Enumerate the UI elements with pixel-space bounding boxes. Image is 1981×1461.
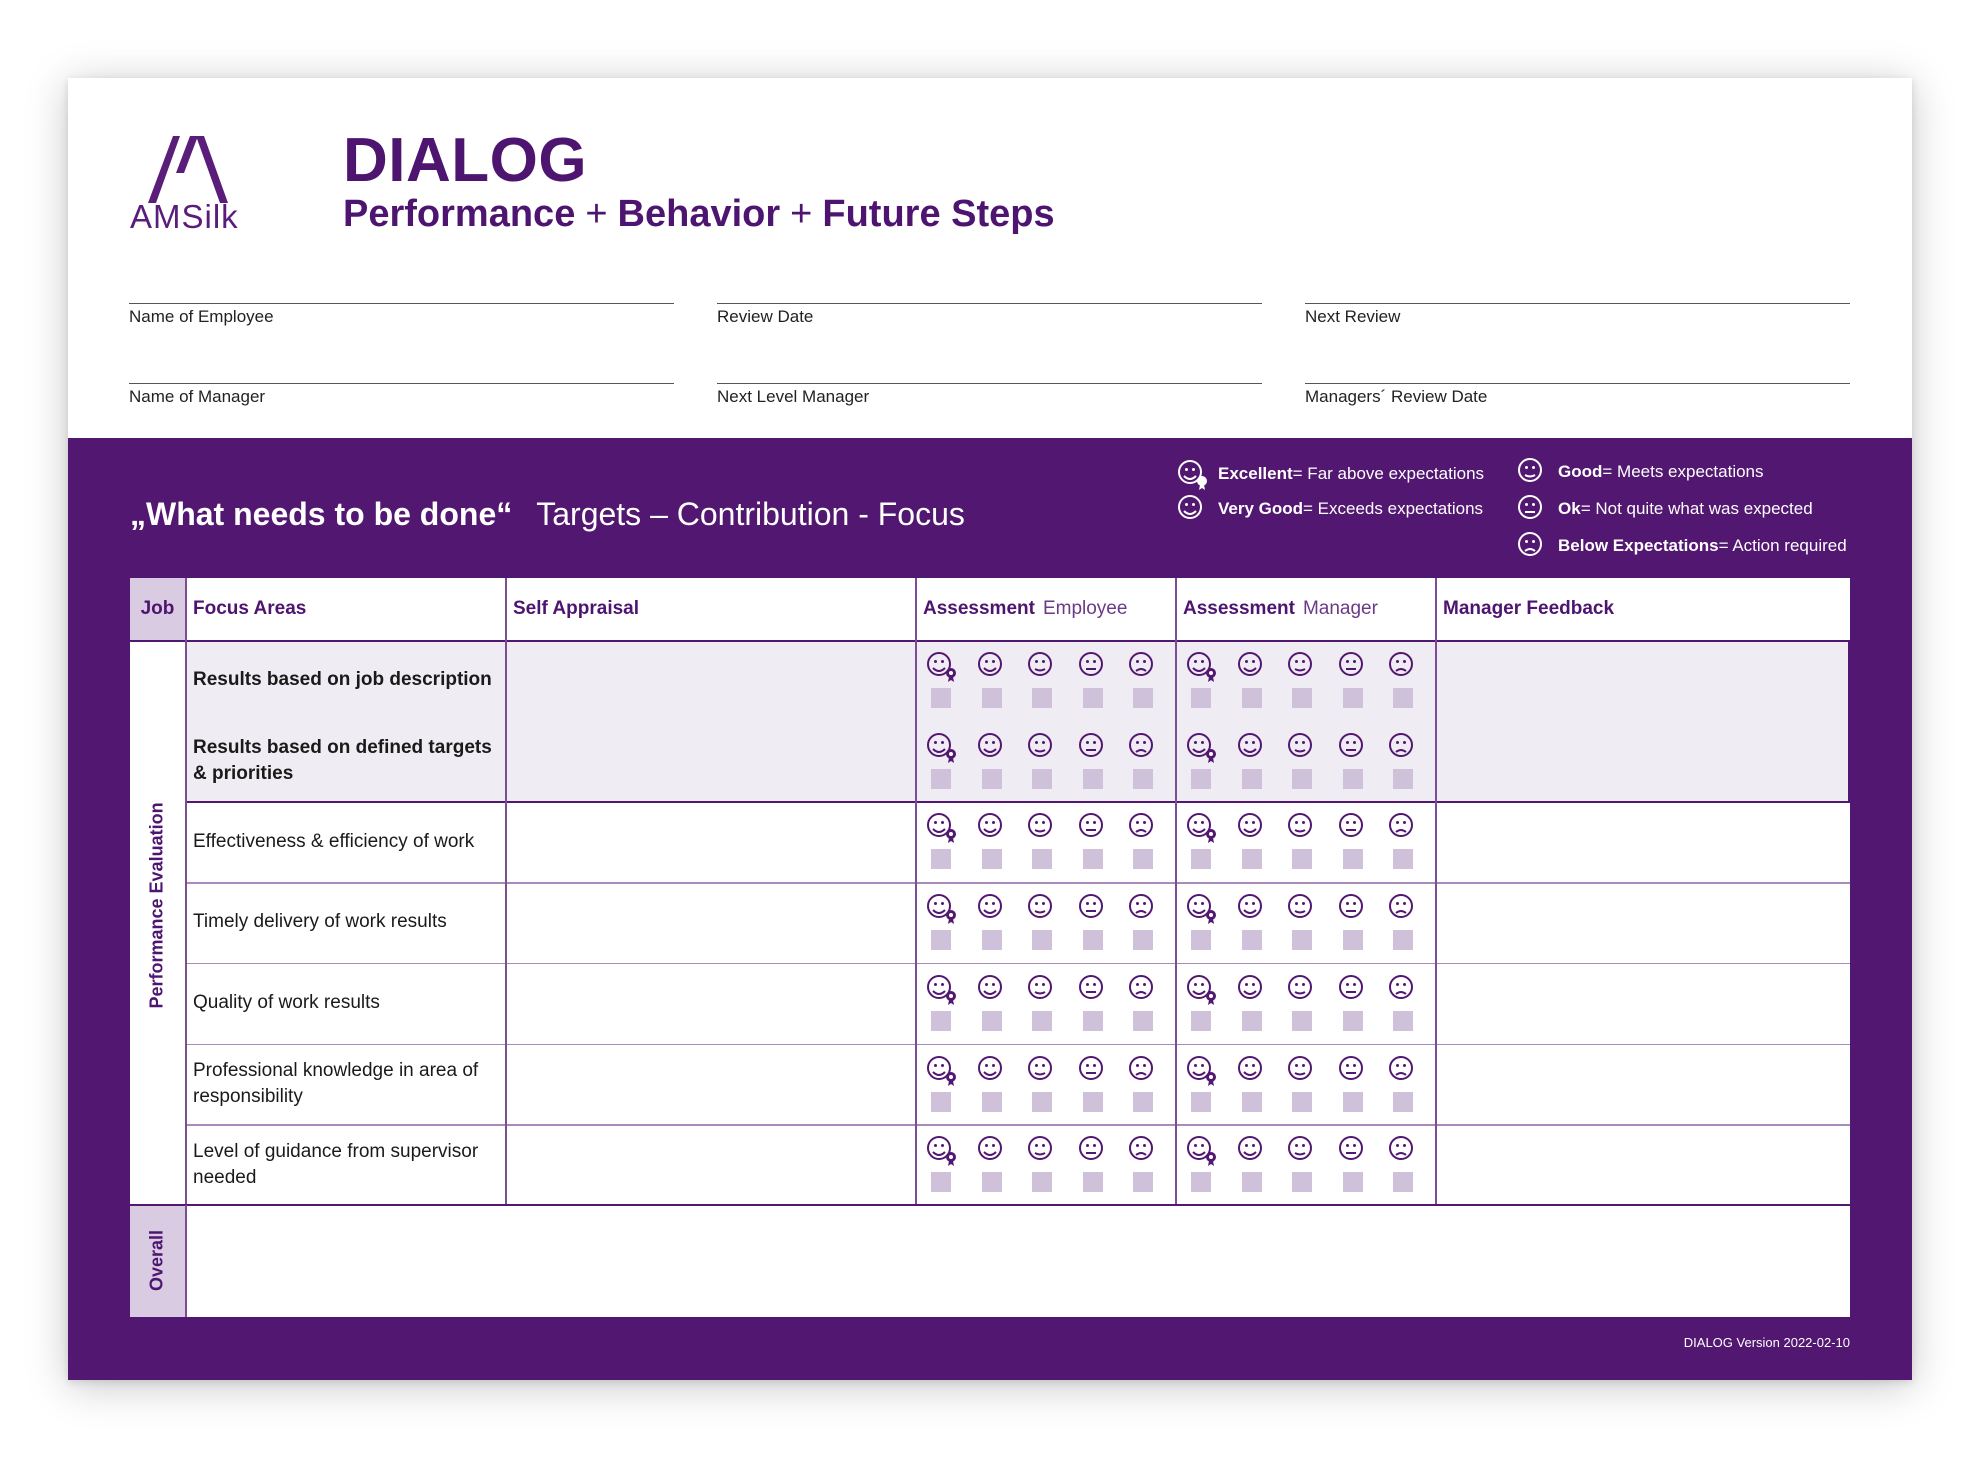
- employee-rating-option[interactable]: [923, 973, 959, 1031]
- manager-rating-option[interactable]: [1335, 1054, 1371, 1112]
- employee-rating-option[interactable]: [974, 892, 1010, 950]
- legend-excellent: Excellent = Far above expectations: [1174, 458, 1484, 490]
- manager-rating-option[interactable]: [1183, 892, 1219, 950]
- manager-rating-option[interactable]: [1284, 892, 1320, 950]
- very-good-face-icon: [1234, 1054, 1270, 1086]
- employee-name-field[interactable]: Name of Employee: [129, 303, 674, 327]
- good-face-icon: [1284, 973, 1320, 1005]
- below-face-icon: [1385, 650, 1421, 682]
- rating-checkbox[interactable]: [1133, 1092, 1153, 1112]
- employee-rating-option[interactable]: [1024, 892, 1060, 950]
- employee-rating-option[interactable]: [974, 650, 1010, 708]
- version-text: DIALOG Version 2022-02-10: [1683, 1335, 1850, 1350]
- rating-checkbox[interactable]: [1032, 1092, 1052, 1112]
- rating-checkbox[interactable]: [1032, 849, 1052, 869]
- legend-below: Below Expectations = Action required: [1514, 530, 1847, 562]
- employee-rating-option[interactable]: [974, 811, 1010, 869]
- below-face-icon: [1125, 811, 1161, 843]
- below-face-icon: [1385, 731, 1421, 763]
- manager-feedback-input[interactable]: [1435, 1044, 1850, 1125]
- rating-checkbox[interactable]: [1133, 1011, 1153, 1031]
- very-good-face-icon: [1234, 973, 1270, 1005]
- overall-divider: [130, 1204, 1850, 1206]
- below-face-icon: [1125, 973, 1161, 1005]
- rating-checkbox[interactable]: [931, 769, 951, 789]
- below-face-icon: [1125, 892, 1161, 924]
- manager-rating-option[interactable]: [1183, 650, 1219, 708]
- rating-checkbox[interactable]: [1292, 930, 1312, 950]
- rating-checkbox[interactable]: [982, 1011, 1002, 1031]
- rating-checkbox[interactable]: [931, 930, 951, 950]
- manager-feedback-input[interactable]: [1435, 801, 1850, 882]
- rating-checkbox[interactable]: [1393, 1011, 1413, 1031]
- good-face-icon: [1284, 1134, 1320, 1166]
- legend-good: Good = Meets expectations: [1514, 456, 1764, 488]
- column-divider: [1435, 578, 1437, 1204]
- rating-checkbox[interactable]: [982, 769, 1002, 789]
- rating-checkbox[interactable]: [1343, 769, 1363, 789]
- rating-checkbox[interactable]: [1292, 1172, 1312, 1192]
- rating-checkbox[interactable]: [1343, 1092, 1363, 1112]
- ok-face-icon: [1075, 1134, 1111, 1166]
- rating-checkbox[interactable]: [1292, 769, 1312, 789]
- below-face-icon: [1385, 892, 1421, 924]
- employee-rating-option[interactable]: [974, 1134, 1010, 1192]
- page-subtitle: Performance + Behavior + Future Steps: [343, 193, 1055, 235]
- below-face-icon: [1125, 1054, 1161, 1086]
- excellent-face-icon: [1174, 458, 1210, 490]
- focus-area-label: Professional knowledge in area of responsibility: [193, 1059, 479, 1107]
- below-face-icon: [1385, 973, 1421, 1005]
- rating-checkbox[interactable]: [1191, 688, 1211, 708]
- manager-rating-option[interactable]: [1234, 1134, 1270, 1192]
- very-good-face-icon: [1234, 650, 1270, 682]
- performance-evaluation-label: Performance Evaluation: [146, 802, 167, 1009]
- rating-checkbox[interactable]: [1393, 1172, 1413, 1192]
- focus-area-label: Effectiveness & efficiency of work: [193, 830, 475, 852]
- very-good-face-icon: [1234, 1134, 1270, 1166]
- employee-rating-option[interactable]: [923, 1054, 959, 1112]
- excellent-face-icon: [923, 1134, 959, 1166]
- manager-review-date-field[interactable]: Managers´ Review Date: [1305, 383, 1850, 407]
- rating-checkbox[interactable]: [1083, 688, 1103, 708]
- rating-checkbox[interactable]: [931, 1092, 951, 1112]
- rating-checkbox[interactable]: [1191, 1011, 1211, 1031]
- excellent-face-icon: [1183, 1134, 1219, 1166]
- ok-face-icon: [1075, 892, 1111, 924]
- employee-rating-option[interactable]: [923, 1134, 959, 1192]
- excellent-face-icon: [923, 650, 959, 682]
- manager-rating-option[interactable]: [1183, 1054, 1219, 1112]
- good-face-icon: [1284, 650, 1320, 682]
- rating-checkbox[interactable]: [1032, 769, 1052, 789]
- header-manager-feedback: Manager Feedback: [1443, 598, 1615, 619]
- manager-rating-option[interactable]: [1385, 811, 1421, 869]
- manager-rating-option[interactable]: [1284, 1134, 1320, 1192]
- header-self-appraisal: Self Appraisal: [513, 598, 640, 619]
- rating-checkbox[interactable]: [1242, 1011, 1262, 1031]
- employee-rating-option[interactable]: [1024, 731, 1060, 789]
- below-face-icon: [1385, 811, 1421, 843]
- employee-rating-option[interactable]: [1075, 1134, 1111, 1192]
- below-face-icon: [1385, 1134, 1421, 1166]
- ok-face-icon: [1335, 650, 1371, 682]
- focus-area-label: Results based on defined targets & priorities: [193, 737, 492, 785]
- below-face-icon: [1385, 1054, 1421, 1086]
- very-good-face-icon: [974, 1134, 1010, 1166]
- employee-rating-option[interactable]: [1125, 892, 1161, 950]
- rating-checkbox[interactable]: [1242, 849, 1262, 869]
- header-divider: [130, 640, 1850, 642]
- rating-checkbox[interactable]: [1343, 1172, 1363, 1192]
- rating-checkbox[interactable]: [1343, 930, 1363, 950]
- legend-ok: Ok = Not quite what was expected: [1514, 493, 1813, 525]
- self-appraisal-input[interactable]: [505, 1044, 915, 1125]
- employee-rating-option[interactable]: [1024, 650, 1060, 708]
- overall-label: Overall: [146, 1229, 167, 1292]
- rating-checkbox[interactable]: [1032, 688, 1052, 708]
- manager-rating-option[interactable]: [1335, 1134, 1371, 1192]
- logo-text: AMSilk: [130, 198, 239, 235]
- rating-checkbox[interactable]: [1133, 849, 1153, 869]
- manager-feedback-input[interactable]: [1435, 640, 1850, 721]
- manager-name-field[interactable]: Name of Manager: [129, 383, 674, 407]
- rating-checkbox[interactable]: [1133, 930, 1153, 950]
- manager-feedback-input[interactable]: [1435, 1124, 1850, 1205]
- self-appraisal-input[interactable]: [505, 882, 915, 963]
- rating-checkbox[interactable]: [982, 1092, 1002, 1112]
- good-face-icon: [1024, 811, 1060, 843]
- good-face-icon: [1284, 811, 1320, 843]
- employee-rating-option[interactable]: [1125, 1134, 1161, 1192]
- excellent-face-icon: [1183, 650, 1219, 682]
- employee-rating-option[interactable]: [1024, 1054, 1060, 1112]
- manager-feedback-input[interactable]: [1435, 721, 1850, 802]
- rating-checkbox[interactable]: [1083, 1092, 1103, 1112]
- manager-rating-option[interactable]: [1234, 811, 1270, 869]
- very-good-face-icon: [974, 811, 1010, 843]
- good-face-icon: [1024, 1054, 1060, 1086]
- review-form-sheet: [68, 78, 1912, 1380]
- good-face-icon: [1284, 1054, 1320, 1086]
- employee-rating-option[interactable]: [1024, 811, 1060, 869]
- manager-rating-option[interactable]: [1385, 650, 1421, 708]
- employee-rating-option[interactable]: [1075, 650, 1111, 708]
- employee-rating-option[interactable]: [1075, 731, 1111, 789]
- very-good-face-icon: [974, 973, 1010, 1005]
- rating-checkbox[interactable]: [1191, 849, 1211, 869]
- rating-checkbox[interactable]: [1191, 1092, 1211, 1112]
- employee-rating-option[interactable]: [1024, 973, 1060, 1031]
- manager-rating-option[interactable]: [1234, 973, 1270, 1031]
- employee-rating-option[interactable]: [1125, 1054, 1161, 1112]
- rating-checkbox[interactable]: [1292, 1011, 1312, 1031]
- excellent-face-icon: [1183, 731, 1219, 763]
- employee-rating-option[interactable]: [974, 1054, 1010, 1112]
- ok-face-icon: [1075, 973, 1111, 1005]
- column-divider: [915, 578, 917, 1204]
- excellent-face-icon: [1183, 811, 1219, 843]
- manager-rating-option[interactable]: [1183, 973, 1219, 1031]
- rating-checkbox[interactable]: [1083, 1172, 1103, 1192]
- employee-rating-option[interactable]: [1125, 973, 1161, 1031]
- employee-rating-option[interactable]: [1125, 650, 1161, 708]
- excellent-face-icon: [1183, 973, 1219, 1005]
- manager-rating-option[interactable]: [1284, 650, 1320, 708]
- rating-checkbox[interactable]: [1032, 930, 1052, 950]
- very-good-face-icon: [974, 892, 1010, 924]
- manager-rating-option[interactable]: [1183, 731, 1219, 789]
- good-face-icon: [1284, 731, 1320, 763]
- below-face-icon: [1125, 650, 1161, 682]
- employee-rating-option[interactable]: [1075, 973, 1111, 1031]
- self-appraisal-input[interactable]: [505, 640, 915, 721]
- rating-checkbox[interactable]: [1191, 930, 1211, 950]
- self-appraisal-input[interactable]: [505, 1124, 915, 1205]
- rating-checkbox[interactable]: [1191, 769, 1211, 789]
- rating-checkbox[interactable]: [1242, 688, 1262, 708]
- manager-rating-option[interactable]: [1335, 650, 1371, 708]
- manager-rating-option[interactable]: [1335, 973, 1371, 1031]
- rating-checkbox[interactable]: [982, 930, 1002, 950]
- evaluation-section: [68, 438, 1912, 1380]
- manager-rating-option[interactable]: [1385, 1134, 1421, 1192]
- good-face-icon: [1284, 892, 1320, 924]
- manager-rating-option[interactable]: [1335, 731, 1371, 789]
- rating-checkbox[interactable]: [982, 849, 1002, 869]
- employee-rating-option[interactable]: [974, 731, 1010, 789]
- rating-checkbox[interactable]: [1393, 769, 1413, 789]
- rating-checkbox[interactable]: [1292, 1092, 1312, 1112]
- rating-checkbox[interactable]: [1343, 1011, 1363, 1031]
- excellent-face-icon: [923, 811, 959, 843]
- focus-area-label: Timely delivery of work results: [193, 911, 447, 933]
- good-face-icon: [1024, 731, 1060, 763]
- rating-checkbox[interactable]: [1343, 849, 1363, 869]
- focus-area-label: Quality of work results: [193, 992, 380, 1014]
- ok-face-icon: [1075, 650, 1111, 682]
- next-level-manager-field[interactable]: Next Level Manager: [717, 383, 1262, 407]
- rating-checkbox[interactable]: [931, 849, 951, 869]
- manager-rating-option[interactable]: [1234, 650, 1270, 708]
- rating-checkbox[interactable]: [1191, 1172, 1211, 1192]
- header-job: Job: [130, 578, 185, 640]
- manager-rating-option[interactable]: [1234, 1054, 1270, 1112]
- manager-rating-option[interactable]: [1335, 811, 1371, 869]
- very-good-face-icon: [974, 731, 1010, 763]
- good-face-icon: [1024, 650, 1060, 682]
- ok-face-icon: [1335, 973, 1371, 1005]
- employee-rating-option[interactable]: [923, 731, 959, 789]
- focus-area-label: Results based on job description: [193, 669, 492, 691]
- very-good-face-icon: [1234, 811, 1270, 843]
- manager-rating-option[interactable]: [1183, 1134, 1219, 1192]
- rating-checkbox[interactable]: [1292, 688, 1312, 708]
- manager-rating-option[interactable]: [1385, 892, 1421, 950]
- employee-rating-option[interactable]: [1024, 1134, 1060, 1192]
- manager-rating-option[interactable]: [1183, 811, 1219, 869]
- very-good-face-icon: [974, 650, 1010, 682]
- rating-checkbox[interactable]: [931, 1172, 951, 1192]
- legend-very-good: Very Good = Exceeds expectations: [1174, 493, 1483, 525]
- rating-checkbox[interactable]: [1393, 1092, 1413, 1112]
- very-good-face-icon: [1234, 892, 1270, 924]
- ok-face-icon: [1075, 731, 1111, 763]
- rating-checkbox[interactable]: [1242, 930, 1262, 950]
- manager-feedback-input[interactable]: [1435, 882, 1850, 963]
- header-assessment-employee: Assessment Employee: [923, 598, 1128, 619]
- excellent-face-icon: [923, 731, 959, 763]
- manager-rating-option[interactable]: [1234, 892, 1270, 950]
- ok-face-icon: [1335, 1134, 1371, 1166]
- manager-rating-option[interactable]: [1234, 731, 1270, 789]
- ok-face-icon: [1335, 892, 1371, 924]
- excellent-face-icon: [923, 892, 959, 924]
- below-face-icon: [1514, 530, 1550, 562]
- employee-rating-option[interactable]: [1125, 731, 1161, 789]
- rating-checkbox[interactable]: [982, 1172, 1002, 1192]
- section-title: „What needs to be done“ Targets – Contribution - Focus: [130, 496, 965, 532]
- rating-checkbox[interactable]: [1083, 849, 1103, 869]
- very-good-face-icon: [1234, 731, 1270, 763]
- manager-rating-option[interactable]: [1335, 892, 1371, 950]
- ok-face-icon: [1075, 1054, 1111, 1086]
- self-appraisal-input[interactable]: [505, 801, 915, 882]
- review-date-field[interactable]: Review Date: [717, 303, 1262, 327]
- page-title: DIALOG: [343, 126, 588, 195]
- rating-checkbox[interactable]: [1242, 1092, 1262, 1112]
- ok-face-icon: [1075, 811, 1111, 843]
- rating-checkbox[interactable]: [931, 688, 951, 708]
- good-face-icon: [1024, 973, 1060, 1005]
- column-divider: [185, 1205, 187, 1317]
- good-face-icon: [1024, 1134, 1060, 1166]
- self-appraisal-input[interactable]: [505, 963, 915, 1044]
- next-review-field[interactable]: Next Review: [1305, 303, 1850, 327]
- excellent-face-icon: [1183, 892, 1219, 924]
- rating-checkbox[interactable]: [1393, 930, 1413, 950]
- rating-checkbox[interactable]: [1133, 769, 1153, 789]
- manager-rating-option[interactable]: [1284, 731, 1320, 789]
- rating-checkbox[interactable]: [982, 688, 1002, 708]
- rating-checkbox[interactable]: [1133, 1172, 1153, 1192]
- manager-rating-option[interactable]: [1385, 731, 1421, 789]
- excellent-face-icon: [1183, 1054, 1219, 1086]
- manager-rating-option[interactable]: [1385, 1054, 1421, 1112]
- ok-face-icon: [1335, 731, 1371, 763]
- ok-face-icon: [1514, 493, 1550, 525]
- overall-input[interactable]: [185, 1205, 1850, 1317]
- rating-checkbox[interactable]: [931, 1011, 951, 1031]
- employee-rating-option[interactable]: [1075, 1054, 1111, 1112]
- rating-checkbox[interactable]: [1083, 930, 1103, 950]
- employee-rating-option[interactable]: [974, 973, 1010, 1031]
- employee-rating-option[interactable]: [1075, 892, 1111, 950]
- employee-rating-option[interactable]: [1125, 811, 1161, 869]
- rating-checkbox[interactable]: [1292, 849, 1312, 869]
- header-focus-areas: Focus Areas: [193, 598, 307, 619]
- manager-rating-option[interactable]: [1284, 973, 1320, 1031]
- rating-checkbox[interactable]: [1133, 688, 1153, 708]
- rating-checkbox[interactable]: [1242, 1172, 1262, 1192]
- rating-checkbox[interactable]: [1242, 769, 1262, 789]
- excellent-face-icon: [923, 1054, 959, 1086]
- highlight-right-border: [1848, 640, 1850, 801]
- below-face-icon: [1125, 731, 1161, 763]
- ok-face-icon: [1335, 811, 1371, 843]
- column-divider: [505, 578, 507, 1204]
- excellent-face-icon: [923, 973, 959, 1005]
- column-divider: [185, 578, 187, 1204]
- header-assessment-manager: Assessment Manager: [1183, 598, 1378, 619]
- rating-checkbox[interactable]: [1032, 1172, 1052, 1192]
- rating-checkbox[interactable]: [1083, 769, 1103, 789]
- manager-feedback-input[interactable]: [1435, 963, 1850, 1044]
- very-good-face-icon: [974, 1054, 1010, 1086]
- rating-checkbox[interactable]: [1083, 1011, 1103, 1031]
- ok-face-icon: [1335, 1054, 1371, 1086]
- manager-rating-option[interactable]: [1385, 973, 1421, 1031]
- very-good-face-icon: [1174, 493, 1210, 525]
- rating-checkbox[interactable]: [1393, 688, 1413, 708]
- manager-rating-option[interactable]: [1284, 811, 1320, 869]
- good-face-icon: [1024, 892, 1060, 924]
- rating-checkbox[interactable]: [1032, 1011, 1052, 1031]
- highlight-bottom-divider: [185, 801, 1850, 803]
- self-appraisal-input[interactable]: [505, 721, 915, 802]
- rating-checkbox[interactable]: [1343, 688, 1363, 708]
- employee-rating-option[interactable]: [923, 811, 959, 869]
- focus-area-label: Level of guidance from supervisor needed: [193, 1140, 479, 1188]
- employee-rating-option[interactable]: [923, 650, 959, 708]
- employee-rating-option[interactable]: [1075, 811, 1111, 869]
- manager-rating-option[interactable]: [1284, 1054, 1320, 1112]
- below-face-icon: [1125, 1134, 1161, 1166]
- evaluation-table: [130, 578, 1850, 1317]
- good-face-icon: [1514, 456, 1550, 488]
- employee-rating-option[interactable]: [923, 892, 959, 950]
- rating-checkbox[interactable]: [1393, 849, 1413, 869]
- column-divider: [1175, 578, 1177, 1204]
